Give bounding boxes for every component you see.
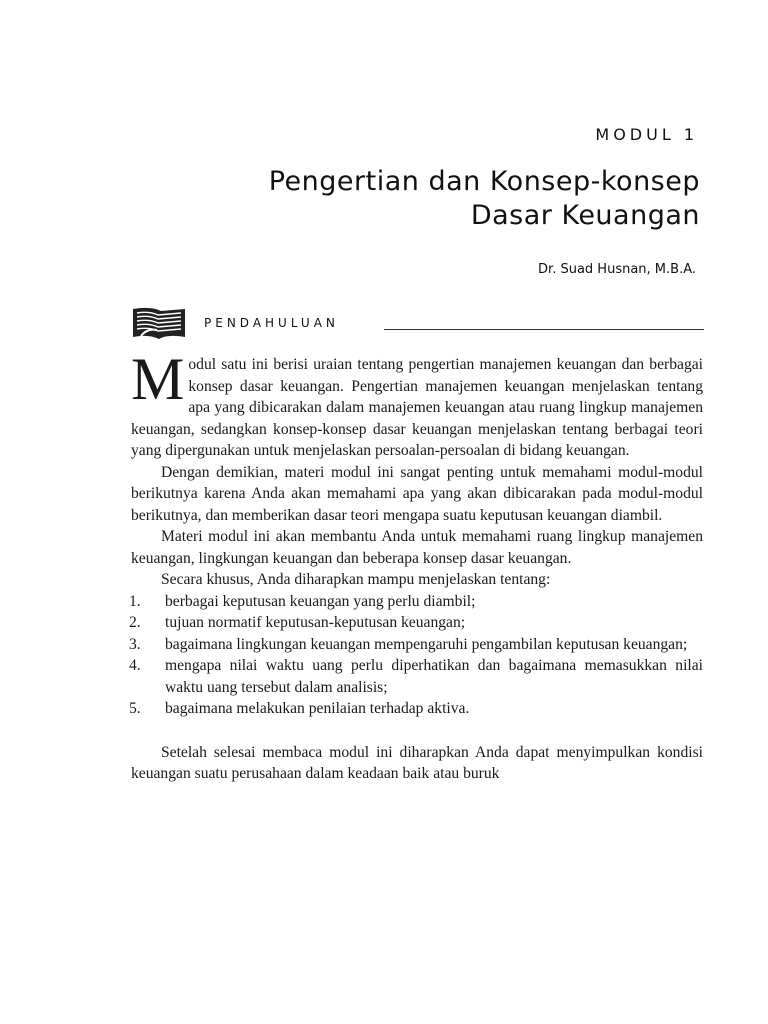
paragraph-1-text: odul satu ini berisi uraian tentang pengertian manajemen keuangan dan berbagai konsep dasar keuangan. Pengertian manajemen keuangan menjelaskan tentang apa yang dibicarakan dalam manajemen keuangan atau ruang lingkup manajemen keuangan, sedangkan konsep-konsep dasar keuangan menjelaskan tentang berbagai teori yang dipergunakan untuk menjelaskan persoalan-persoalan di bidang keuangan. [131,356,703,459]
list-number: 1. [129,592,141,610]
paragraph-5: Setelah selesai membaca modul ini diharapkan Anda dapat menyimpulkan kondisi keuangan suatu perusahaan dalam keadaan baik atau buruk [131,743,703,782]
list-item [131,634,703,656]
section-heading: PENDAHULUAN [204,316,339,330]
paragraph-1 [131,346,703,462]
list-item [131,591,703,613]
objectives-list [131,591,703,720]
list-text: tujuan normatif keputusan-keputusan keuangan; [165,614,466,631]
title-line-2: Dasar Keuangan [470,200,700,231]
module-label: MODUL 1 [595,125,698,144]
list-number: 3. [129,635,141,653]
paragraph-2: Dengan demikian, materi modul ini sangat penting untuk memahami modul-modul berikutnya karena Anda akan memahami apa yang akan dibicarakan pada modul-modul berikutnya, dan memberikan dasar teori mengapa suatu keputusan keuangan diambil. [131,463,703,524]
list-text: berbagai keputusan keuangan yang perlu diambil; [165,592,476,610]
list-number: 5. [129,700,141,717]
list-text: bagaimana melakukan penilaian terhadap aktiva. [165,700,470,717]
paragraph-4: Secara khusus, Anda diharapkan mampu menjelaskan tentang: [161,571,551,588]
list-item [131,698,703,720]
list-text: bagaimana lingkungan keuangan mempengaruhi pengambilan keputusan keuangan; [165,635,688,653]
list-text: mengapa nilai waktu uang perlu diperhatikan dan bagaimana memasukkan nilai waktu uang tersebut dalam analisis; [165,657,703,696]
list-number: 2. [129,614,141,631]
book-emblem-icon [131,306,187,342]
list-number: 4. [129,657,141,674]
author-name: Dr. Suad Husnan, M.B.A. [538,262,696,277]
drop-cap: M [131,346,185,412]
page-title [269,165,700,233]
heading-rule [384,329,704,330]
list-item [131,612,703,634]
list-item [131,655,703,698]
body-text [129,346,703,785]
title-line-1: Pengertian dan Konsep-konsep [268,166,700,197]
paragraph-3: Materi modul ini akan membantu Anda untuk memahami ruang lingkup manajemen keuangan, lingkungan keuangan dan beberapa konsep dasar keuangan. [131,528,703,567]
